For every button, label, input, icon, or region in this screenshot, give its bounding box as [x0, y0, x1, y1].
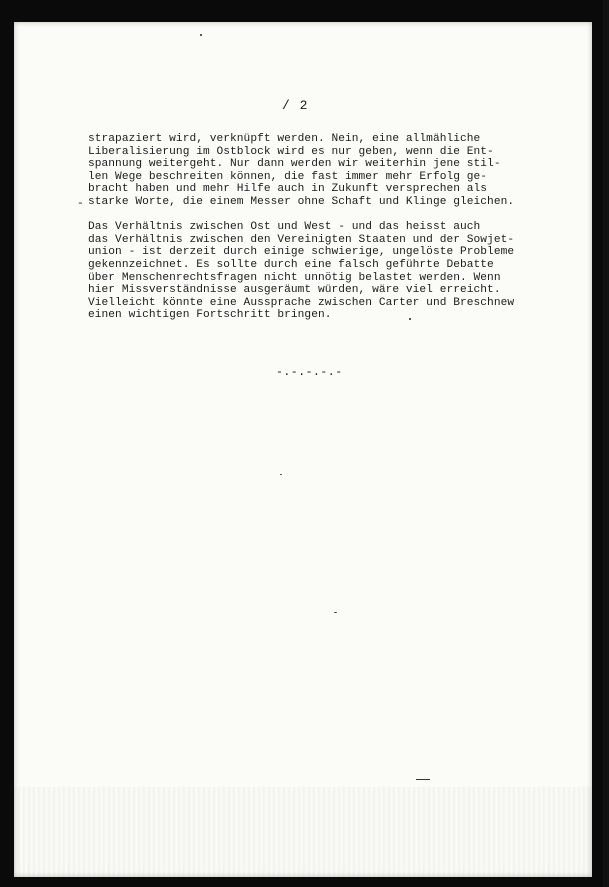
scan-speck	[409, 318, 411, 320]
text-line: spannung weitergeht. Nur dann werden wir weiterhin jene stil-	[88, 158, 501, 171]
text-line: bracht haben und mehr Hilfe auch in Zukunft versprechen als	[88, 183, 488, 196]
scan-speck	[280, 474, 282, 475]
page-number: / 2	[282, 98, 309, 113]
paragraph-2	[88, 221, 568, 322]
text-line: starke Worte, die einem Messer ohne Schaft und Klinge gleichen.	[88, 195, 515, 208]
paragraph-1	[88, 133, 568, 209]
text-line: hier Missverständnisse ausgeräumt würden, wäre viel erreicht.	[88, 284, 501, 297]
text-line: Liberalisierung im Ostblock wird es nur geben, wenn die Ent-	[88, 145, 494, 158]
text-line: strapaziert wird, verknüpft werden. Nein, eine allmähliche	[88, 133, 481, 145]
document-page	[14, 22, 592, 877]
text-line: über Menschenrechtsfragen nicht unnötig belastet werden. Wenn	[88, 271, 501, 284]
text-line: Das Verhältnis zwischen Ost und West - und das heisst auch	[88, 221, 481, 234]
stray-dash-mark	[416, 779, 430, 780]
text-line: das Verhältnis zwischen den Vereinigten Staaten und der Sowjet-	[88, 233, 515, 246]
margin-mark: -	[77, 198, 84, 210]
scan-speck	[200, 34, 202, 36]
text-line: einen wichtigen Fortschritt bringen.	[88, 309, 332, 322]
text-line: Vielleicht könnte eine Aussprache zwischen Carter und Breschnew	[88, 296, 515, 309]
scan-speck	[334, 612, 337, 613]
scan-edge	[603, 0, 609, 887]
text-line: union - ist derzeit durch einige schwierige, ungelöste Probleme	[88, 246, 515, 259]
end-mark: -.-.-.-.-	[276, 366, 343, 379]
text-line: gekennzeichnet. Es sollte durch eine falsch geführte Debatte	[88, 258, 494, 271]
text-line: len Wege beschreiten können, die fast immer mehr Erfolg ge-	[88, 170, 488, 183]
document-body	[88, 133, 568, 322]
